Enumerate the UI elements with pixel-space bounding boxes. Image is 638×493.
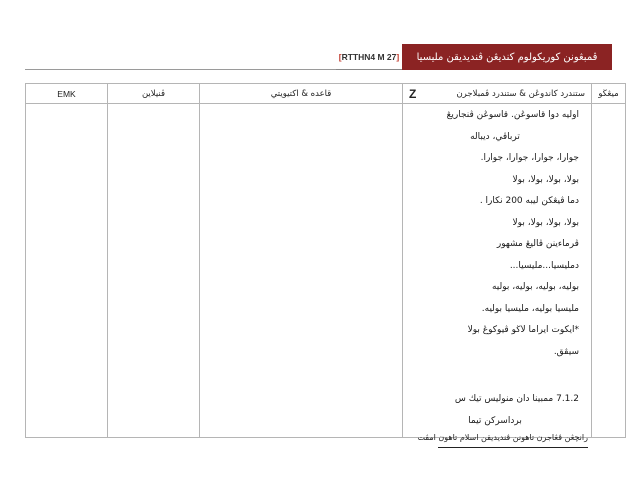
document-code-text: RTTHN4 M 27 — [341, 51, 397, 62]
column-header-week: ميڠڬو — [592, 84, 626, 104]
week-cell — [592, 104, 626, 438]
content-line: بولا، بولا، بولا، بولا — [512, 174, 579, 185]
document-code: [ RTTHN4 M 27 ] — [336, 44, 402, 70]
page-footer: رانچڠن ڤڠاجرن تاهونن ڤنديديقن اسلام تاهون امڤت — [438, 433, 588, 448]
content-line: *ايكوت ايراما لاڬو ڤيوكوڠ بولا — [467, 325, 579, 335]
content-line: مليسيا بوليه، مليسيا بوليه. — [481, 303, 579, 314]
column-header-assessment: ڤنيلاين — [108, 84, 200, 104]
emk-cell — [26, 104, 108, 438]
standard-header-label: ستندرد كاندوڠن & ستندرد ڤمبلاجرن — [456, 88, 585, 99]
lesson-plan-table — [25, 83, 626, 438]
content-line: 7.1.2 ممبينا دان منوليس تيك س — [454, 394, 579, 404]
overlapping-glyph: Z — [409, 86, 415, 101]
column-header-emk: EMK — [26, 84, 108, 104]
table-row — [26, 104, 626, 438]
content-line: اوليه دوا قاسوڠن. قاسوڠن ڤنجاريڠ — [446, 110, 579, 120]
content-line: دمليسيا...مليسيا... — [509, 260, 579, 271]
content-line: جوارا، جوارا، جوارا، جوارا. — [480, 153, 579, 163]
column-header-standard — [403, 84, 592, 104]
header-title: ڤمبڠونن كوريكولوم كنديڠن ڤنديديقن مليسيا — [402, 44, 612, 70]
header-divider — [25, 69, 336, 70]
assessment-cell — [108, 104, 200, 438]
content-line: دما ڤيڠكن ليبه 200 نكارا . — [479, 196, 579, 206]
column-header-activity: قاعده & اكتيويتي — [200, 84, 403, 104]
table-header-row — [26, 84, 626, 104]
content-line: بولا، بولا، بولا، بولا — [512, 217, 579, 228]
content-line: برداسركن تيما — [468, 415, 522, 426]
content-line: ڤرماءينن ڤاليڠ مشهور — [496, 239, 579, 249]
content-line: ترباڤي، ديباله — [470, 131, 520, 142]
content-line: سيڤق. — [553, 346, 579, 357]
content-line: بوليه، بوليه، بوليه، بوليه — [491, 282, 579, 292]
standard-content-cell — [403, 104, 592, 438]
page-header — [336, 44, 612, 70]
activity-cell — [200, 104, 403, 438]
